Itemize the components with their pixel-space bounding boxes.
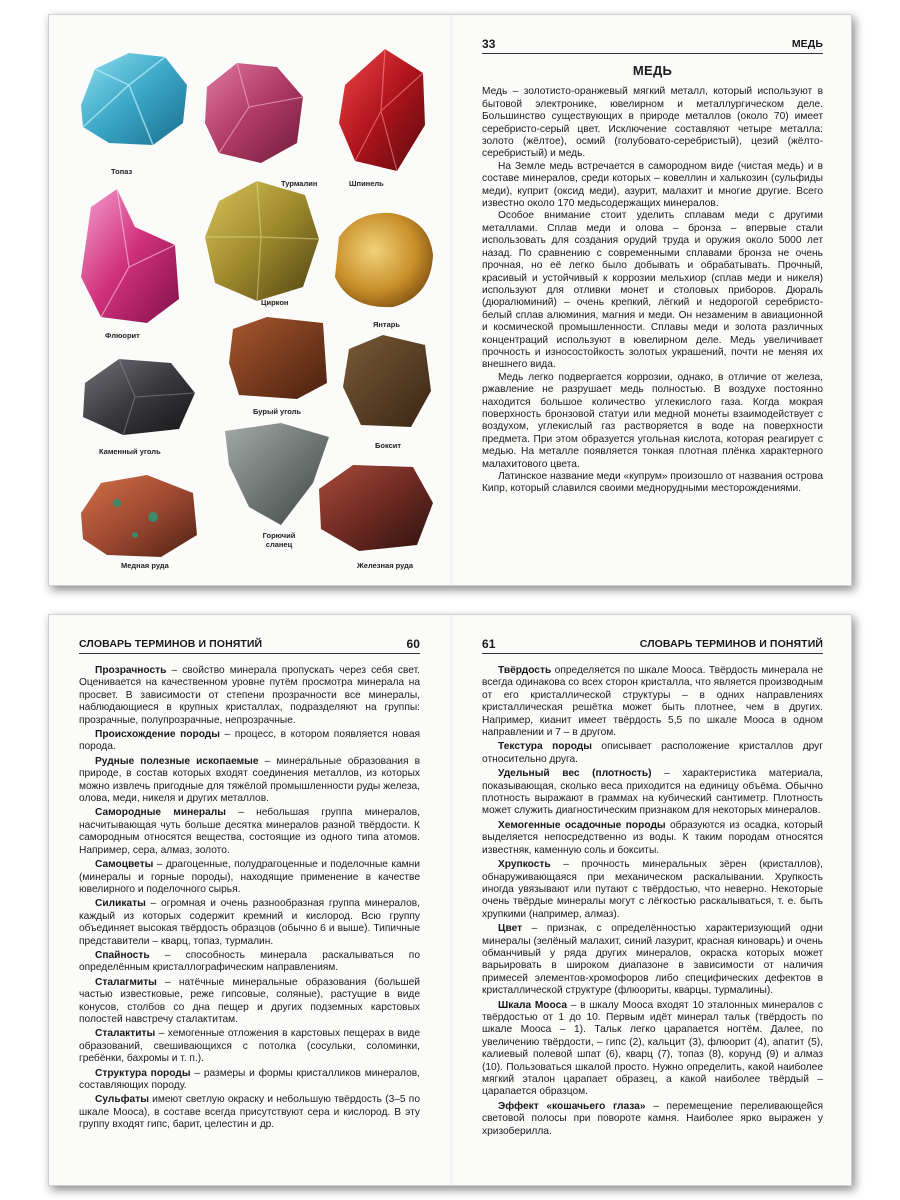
glossary-entry	[79, 1068, 420, 1093]
glossary-entry	[482, 741, 823, 766]
glossary-term: Происхождение породы	[95, 729, 220, 741]
mineral-label: Топаз	[111, 167, 133, 176]
mineral-label: Янтарь	[373, 320, 400, 329]
glossary-entry	[79, 729, 420, 754]
glossary-term: Эффект «кошачьего глаза»	[498, 1100, 646, 1112]
glossary-definition: – признак, с определённостью характеризующий одни минералы (зелёный малахит, синий лазурит, красная киноварь) и очень обманчивый у ряда других минералов, окраска которых может варьировать в широком диапазоне в зависимости от наличия примесей элементов-хромофоров либо специфических дефектов в кристаллической структуре (флюориты, кварцы, турмалины).	[482, 923, 823, 997]
glossary-definition: – натёчные минеральные образования (большей частью известковые, реже гипсовые, соляные), растущие в виде конусов, столбов со дна пещер и других подземных карстовых полостей навстречу сталактитам.	[79, 976, 420, 1025]
mineral-label: Бурый уголь	[253, 407, 302, 416]
glossary-term: Сталагмиты	[95, 976, 157, 988]
glossary-term: Рудные полезные ископаемые	[95, 755, 259, 767]
running-title: СЛОВАРЬ ТЕРМИНОВ И ПОНЯТИЙ	[639, 638, 823, 650]
glossary-term: Шкала Мооса	[498, 999, 568, 1011]
spinel-icon	[335, 45, 429, 175]
running-header	[482, 637, 823, 654]
mineral-label: Медная руда	[121, 561, 169, 570]
paragraph: Особое внимание стоит уделить сплавам меди с другими металлами. Сплав меди и олова – бронза – впервые стали использовать для создания орудий труда и оружия около 5000 лет назад. По сравнению с современными сплавами бронза не очень прочная, но её легко было добывать и обрабатывать. Прочный, красивый и устойчивый к коррозии мельхиор (сплав меди и никеля) используют для отливки монет и столовых приборов. Дюраль (дюралюминий) – очень крепкий, лёгкий и недорогой серебристо-белый сплав алюминия, магния и меди. Он незаменим в авиационной и космической промышленности. Сплавы меди и золота различных концентраций используют в ювелирном деле. Медь увеличивает прочность и износостойкость золотых украшений, почти не меняя их внешнего вида.	[482, 210, 823, 371]
running-title: СЛОВАРЬ ТЕРМИНОВ И ПОНЯТИЙ	[79, 638, 263, 650]
glossary-definition: – процесс, в котором появляется новая порода.	[79, 729, 420, 753]
glossary-term: Силикаты	[95, 898, 146, 910]
minerals-gallery	[73, 43, 433, 573]
mineral-label: Железная руда	[357, 561, 414, 570]
mineral-label: Флюорит	[105, 331, 140, 340]
glossary-term: Сульфаты	[95, 1094, 149, 1106]
glossary-term: Самоцветы	[95, 859, 154, 871]
mineral-label: Горючий сланец	[262, 531, 296, 549]
glossary-definition: – минеральные образования в природе, в состав которых входят соединения металлов, из которых можно извлечь пригодные для тяжёлой промышленности руды железа, олова, меди, никеля и других металлов.	[79, 755, 420, 805]
glossary-entry	[79, 859, 420, 896]
mineral-label: Шпинель	[349, 179, 384, 188]
glossary-term: Цвет	[498, 923, 523, 935]
glossary-entry	[482, 859, 823, 921]
running-header	[79, 637, 420, 654]
glossary-definition: – хемогенные отложения в карстовых пещерах в виде образований, свешивающихся с потолка (сосульки, соломинки, гребёнки, бахромы и т. п.).	[79, 1028, 420, 1065]
glossary-entries	[482, 665, 823, 1140]
glossary-term: Спайность	[95, 949, 150, 961]
paragraph: Медь легко подвергается коррозии, однако, в отличие от железа, ржавление не разрушает медь полностью. В воздухе постоянно находится большое количество углекислого газа. Когда мокрая поверхность бронзовой статуи или медной монеты взаимодействует с воздухом, углекислый газ растворяется в воде на поверхности предмета. При этом образуется угольная кислота, которая реагирует с медью. На металле появляется тонкая плотная плёнка характерного малахитового цвета.	[482, 371, 823, 470]
running-header	[482, 37, 823, 54]
glossary-definition: имеют светлую окраску и небольшую твёрдость (3–5 по шкале Мооса), в составе всегда присутствуют сера и кислород. В эту группу входят гипс, барит, целестин и др.	[79, 1094, 420, 1131]
mineral-label: Боксит	[375, 441, 402, 450]
glossary-entry	[482, 820, 823, 857]
iron-ore-image	[313, 459, 437, 555]
article-title: МЕДЬ	[632, 63, 673, 78]
topaz-icon	[73, 45, 193, 151]
glossary-definition: – свойство минерала пропускать через себя свет. Оценивается на качественном уровне путём просмотра минерала на просвет. В зависимости от степени прозрачности все минералы, наблюдающиеся в крупных кристаллах, подразделяют на группы: прозрачные, полупрозрачные, непрозрачные.	[79, 665, 420, 726]
glossary-entry	[79, 756, 420, 806]
amber-icon	[327, 207, 437, 311]
glossary-entry	[79, 665, 420, 727]
tourmaline-icon	[201, 57, 309, 169]
brown-coal-icon	[227, 313, 331, 401]
mineral-label: Турмалин	[281, 179, 318, 188]
glossary-term: Хемогенные осадочные породы	[498, 819, 666, 831]
glossary-entry	[79, 898, 420, 948]
glossary-entry	[79, 950, 420, 975]
zircon-image	[201, 177, 323, 305]
copper-ore-image	[77, 473, 201, 561]
zircon-icon	[201, 177, 323, 305]
iron-ore-icon	[313, 459, 437, 555]
glossary-term: Самородные минералы	[95, 807, 226, 819]
glossary-term: Структура породы	[95, 1067, 191, 1079]
paragraph: Медь – золотисто-оранжевый мягкий металл, который используют в бытовой электронике, ювелирном и металлургическом деле. Большинство существующих в природе металлов (около 70) имеет серебристо-серый цвет. Исключение составляют четыре металла: золото (жёлтое), осмий (голубовато-серебристый), цезий (жёлто-серебристый) и медь.	[482, 86, 823, 160]
glossary-entry	[482, 768, 823, 818]
glossary-entries	[79, 665, 420, 1134]
amber-image	[327, 207, 437, 311]
glossary-entry	[482, 665, 823, 739]
glossary-entry	[482, 1000, 823, 1099]
brown-coal-image	[227, 313, 331, 401]
glossary-entry	[79, 977, 420, 1027]
bottom-spread	[48, 614, 852, 1186]
minerals-page	[49, 15, 450, 585]
fluorite-icon	[77, 187, 183, 327]
spinel-image	[335, 45, 429, 175]
glossary-definition: описывает расположение кристаллов друг относительно друга.	[482, 741, 823, 765]
mineral-label: Циркон	[261, 298, 289, 307]
paragraph: На Земле медь встречается в самородном виде (чистая медь) и в составе минералов, среди которых – ковеллин и халькозин (сульфиды меди), куприт (оксид меди), азурит, малахит и многие другие. Всего известно около 170 медьсодержащих минералов.	[482, 160, 823, 210]
coal-icon	[79, 353, 199, 439]
copper-article-page	[452, 15, 853, 585]
glossary-entry	[79, 1094, 420, 1131]
paragraph: Латинское название меди «купрум» произошло от названия острова Кипр, который славился своими медн​орудными месторождениями.	[482, 471, 823, 495]
article-body	[482, 65, 823, 496]
glossary-term: Прозрачность	[95, 665, 167, 676]
glossary-definition: – характеристика материала, показывающая, сколько веса приходится на единицу объёма. Обычно плотность выражают в граммах на кубический сантиметр. Плотность может служить диагностическим признаком для некоторых минералов.	[482, 768, 824, 817]
top-spread	[48, 14, 852, 586]
tourmaline-image	[201, 57, 309, 169]
page-number: 61	[482, 637, 496, 651]
fluorite-image	[77, 187, 183, 327]
glossary-definition: – огромная и очень разнообразная группа минералов, каждый из которых содержит кремний и кислород. Всю группу объединяет высокая твёрдость образцов (обычно 6 и выше). Типичные представители – кварц, топаз, турмалин.	[79, 898, 420, 947]
glossary-page-left	[49, 615, 450, 1185]
glossary-definition: определяется по шкале Мооса. Твёрдость минерала не всегда одинакова со всех сторон кристалла, что является производным от его кристаллической структуры – в одних направлениях кристаллическая решётка может быть плотнее, чем в других. Например, кианит имеет твёрдость 5,5 по шкале Мооса в одном направлении и 7 – в другом.	[482, 665, 823, 739]
glossary-term: Твёрдость	[498, 665, 552, 676]
bauxite-image	[341, 331, 433, 431]
glossary-definition: – перемещение переливающейся световой полосы при повороте камня. Наиболее ярко выражен у хризобери​лла.	[482, 1100, 823, 1137]
glossary-definition: – небольшая группа минералов, насчитывающая чуть больше десятка минералов разной твёрдости. К самородным относятся вещества, состоящие из одного типа атомов. Например, сера, алмаз, золото.	[79, 807, 420, 856]
glossary-term: Хрупкость	[498, 859, 551, 871]
coal-image	[79, 353, 199, 439]
page-number: 60	[406, 637, 420, 651]
topaz-image	[73, 45, 193, 151]
glossary-definition: – прочность минеральных зёрен (кристаллов), обнаруживающаяся при механическом раскалывании. Хрупкость иногда увязывают или путают с твёрдостью, что неверно. Некоторые очень твёрдые минералы могут с лёгкостью раскалываться, т. е. быть хрупкими (например, алмаз).	[482, 859, 823, 920]
glossary-definition: – размеры и формы кристалликов минералов, составляющих породу.	[79, 1067, 420, 1091]
glossary-entry	[482, 923, 823, 997]
bauxite-icon	[341, 331, 433, 431]
glossary-entry	[79, 807, 420, 857]
glossary-entry	[79, 1028, 420, 1065]
copper-ore-icon	[77, 473, 201, 561]
glossary-term: Сталактиты	[95, 1028, 156, 1040]
glossary-definition: – драгоценные, полудрагоценные и поделочные камни (минералы и горные породы), находящие применение в качестве ювелирного и поделочного сырья.	[79, 859, 420, 895]
glossary-definition: – в шкалу Мооса входят 10 эталонных минералов с твёрдостью от 1 до 10. Первым идёт минерал тальк (твёрдость по шкале Мооса – 1). Тальк легко царапается ногтём. Далее, по увеличению твёрдости, – гипс (2), кальцит (3), флюорит (4), апатит (5), калиевый полевой шпат (6), кварц (7), топаз (8), корунд (9) и алмаз (10). Пользоваться шкалой просто. Нужно определить, какой наиболее мягкий эталон царапает образец, а какой наиболее твёрдый – царапается образцом.	[482, 999, 823, 1098]
glossary-definition: – способность минерала раскалываться по определённым кристаллографическим направлениям.	[79, 949, 420, 974]
glossary-term: Текстура породы	[498, 741, 592, 753]
glossary-definition: образуются из осадка, который выделяется непосредственно из воды. К таким породам относятся известняк, каменную соль и бокситы.	[482, 819, 823, 856]
mineral-label: Каменный уголь	[99, 447, 161, 456]
glossary-term: Удельный вес (плотность)	[498, 768, 652, 780]
running-title: МЕДЬ	[791, 38, 823, 50]
glossary-entry	[482, 1101, 823, 1138]
glossary-page-right	[452, 615, 853, 1185]
page-number: 33	[482, 37, 496, 51]
